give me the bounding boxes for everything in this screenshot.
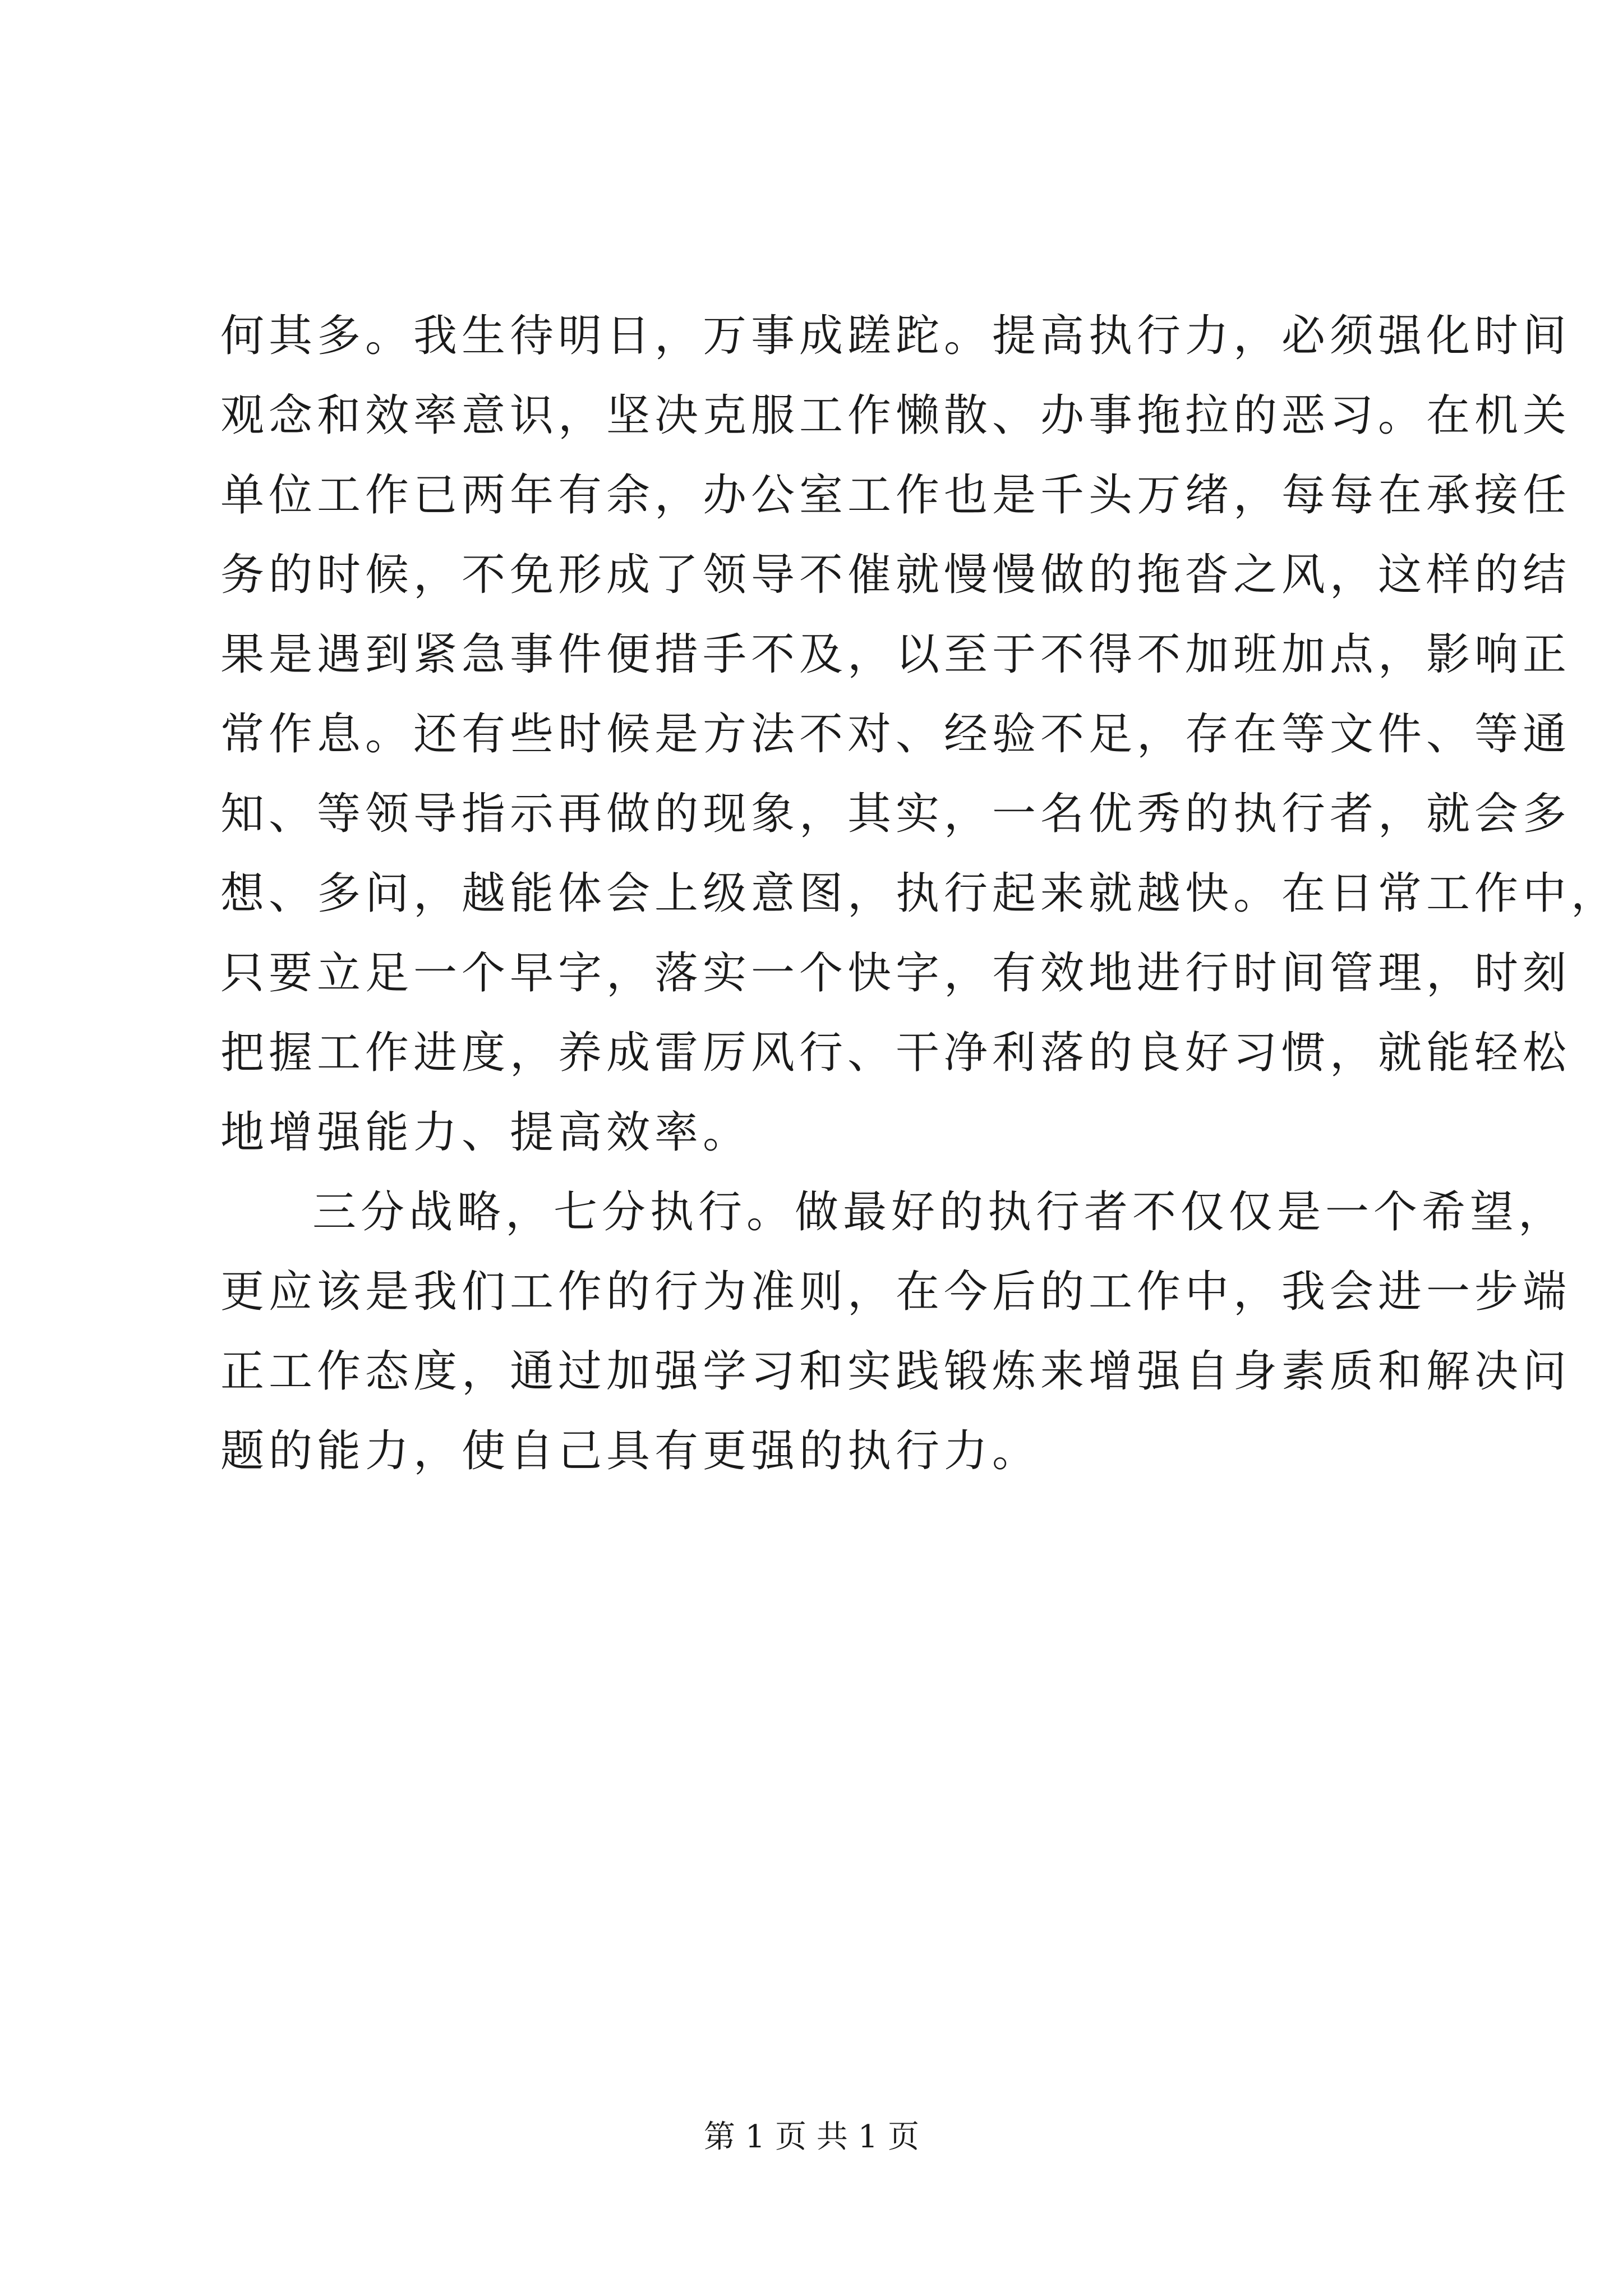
text-line: 常作息。还有些时候是方法不对、经验不足，存在等文件、等通 [220, 709, 1571, 760]
text-line: 务的时候，不免形成了领导不催就慢慢做的拖沓之风，这样的结 [220, 550, 1571, 600]
text-line: 地增强能力、提高效率。 [220, 1107, 751, 1158]
text-line: 单位工作已两年有余，办公室工作也是千头万绪，每每在承接任 [220, 470, 1571, 521]
text-line: 把握工作进度，养成雷厉风行、干净利落的良好习惯，就能轻松 [220, 1028, 1571, 1078]
text-line: 更应该是我们工作的行为准则，在今后的工作中，我会进一步端 [220, 1267, 1571, 1317]
text-line: 何其多。我生待明日，万事成蹉跎。提高执行力，必须强化时间 [220, 311, 1571, 361]
text-line: 三分战略，七分执行。做最好的执行者不仅仅是一个希望， [312, 1187, 1567, 1237]
body-text [220, 296, 1620, 1491]
text-line: 只要立足一个早字，落实一个快字，有效地进行时间管理，时刻 [220, 948, 1571, 999]
text-line: 知、等领导指示再做的现象，其实，一名优秀的执行者，就会多 [220, 789, 1571, 839]
text-line: 想、多问，越能体会上级意图，执行起来就越快。在日常工作中， [220, 868, 1620, 919]
text-line: 果是遇到紧急事件便措手不及，以至于不得不加班加点，影响正 [220, 629, 1571, 680]
page-number-label: 第 1 页 共 1 页 [703, 2119, 920, 2155]
text-line: 题的能力，使自己具有更强的执行力。 [220, 1426, 1041, 1476]
paragraph-1 [220, 296, 1620, 1172]
text-line: 观念和效率意识，坚决克服工作懒散、办事拖拉的恶习。在机关 [220, 390, 1571, 441]
text-line: 正工作态度，通过加强学习和实践锻炼来增强自身素质和解决问 [220, 1346, 1571, 1397]
paragraph-2 [220, 1172, 1571, 1491]
page-footer [0, 2118, 1623, 2157]
